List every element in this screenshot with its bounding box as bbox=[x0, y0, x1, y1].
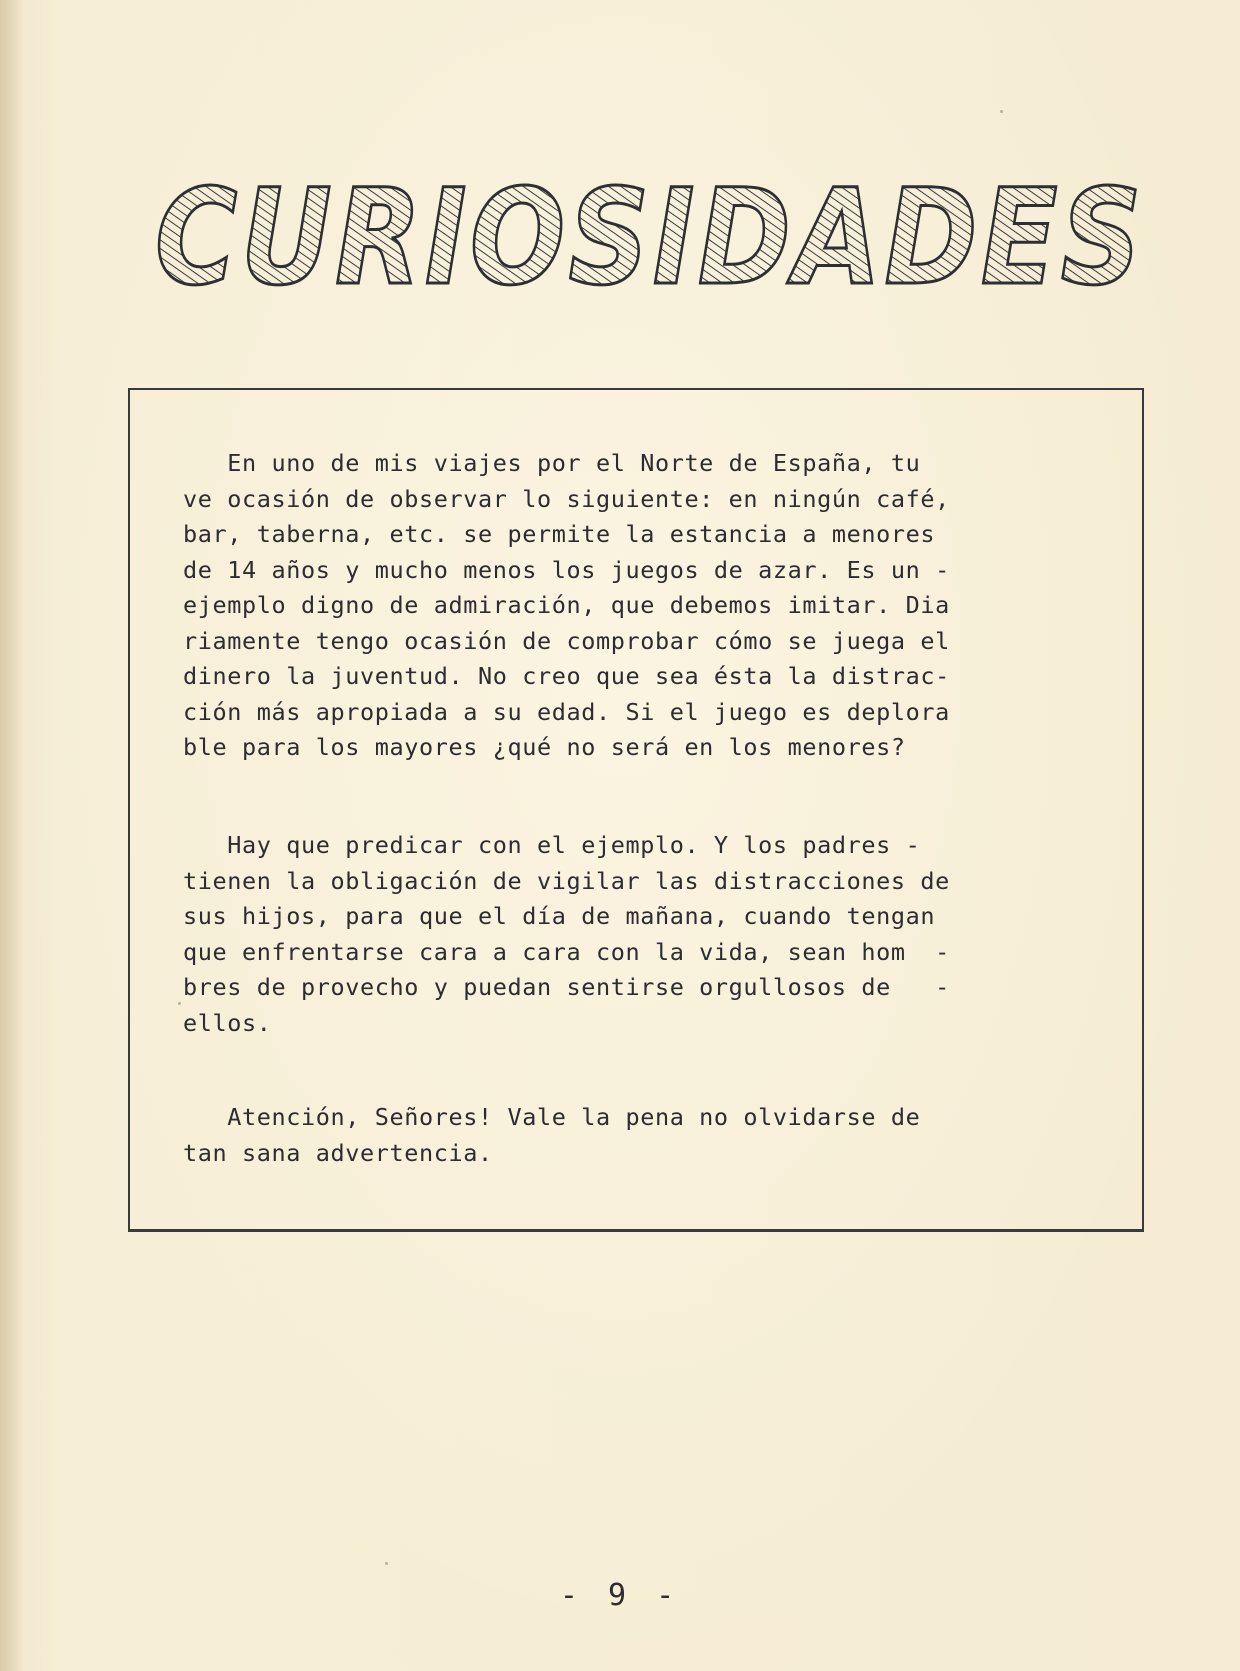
notice-paragraph-2: Hay que predicar con el ejemplo. Y los padres - tienen la obligación de vigilar las distracciones de sus hijos, para que el día de mañana, cuando tengan que enfrentarse cara a cara con la vida, sean hom - bres de provecho y puedan sentirse orgullosos de - ellos. bbox=[183, 831, 950, 1037]
page-title bbox=[150, 161, 1150, 315]
notice-paragraph-3: Atención, Señores! Vale la pena no olvidarse de tan sana advertencia. bbox=[183, 1103, 921, 1167]
page-number: - 9 - bbox=[559, 1578, 681, 1613]
notice-paragraph-1: En uno de mis viajes por el Norte de España, tu ve ocasión de observar lo siguiente: en ningún café, bar, taberna, etc. se permite la estancia a menores de 14 años y mucho menos los juegos de azar. Es un - ejemplo digno de admiración, que debemos imitar. Dia riamente tengo ocasión de comprobar cómo se juega el dinero la juventud. No creo que sea ésta la distrac- ción más apropiada a su edad. Si el juego es deplora ble para los mayores ¿qué no será en los menores? bbox=[183, 449, 950, 761]
paper-speck bbox=[178, 1002, 181, 1005]
title-outline-lettering bbox=[150, 161, 1150, 315]
page-gutter-shadow bbox=[0, 0, 24, 1671]
notice-box bbox=[128, 388, 1144, 1232]
paper-speck bbox=[1000, 110, 1003, 113]
paper-speck bbox=[385, 1562, 388, 1565]
title-text: CURIOSIDADES bbox=[155, 161, 1145, 315]
